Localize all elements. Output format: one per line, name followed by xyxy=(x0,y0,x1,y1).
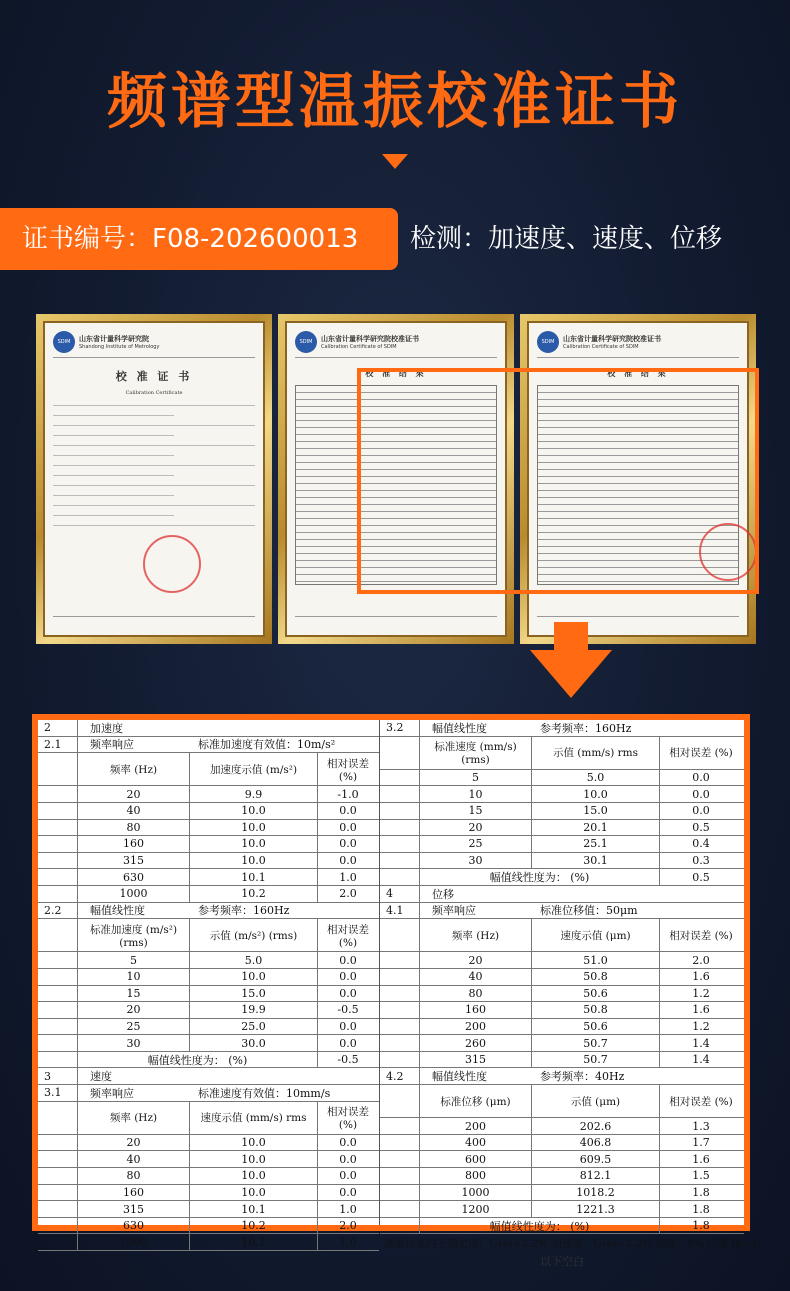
page-title: 频谱型温振校准证书 xyxy=(107,67,683,137)
table-cell: 630 xyxy=(78,1218,190,1234)
page-header-cn: 山东省计量科学研究院校准证书 xyxy=(563,334,661,343)
table-cell: 10.0 xyxy=(190,836,318,852)
results-data-row xyxy=(38,952,379,969)
reference-value: 参考频率：160Hz xyxy=(540,721,632,735)
column-header: 速度示值 (μm) xyxy=(532,919,660,951)
section-number xyxy=(38,1002,78,1018)
table-cell: 0.3 xyxy=(692,854,710,868)
linearity-value: 1.8 xyxy=(692,1219,710,1233)
section-number xyxy=(38,1102,78,1134)
results-section-row xyxy=(38,737,379,754)
results-data-row xyxy=(38,1218,379,1235)
section-label: 加速度 xyxy=(90,721,123,735)
column-header: 示值 (μm) xyxy=(532,1085,660,1117)
section-number: 2.2 xyxy=(38,903,78,919)
table-cell: 1.7 xyxy=(692,1136,710,1150)
detection-items: 检测：加速度、速度、位移 xyxy=(410,224,723,254)
reference-value: 参考频率：40Hz xyxy=(540,1070,625,1084)
table-cell: 0.0 xyxy=(339,1036,357,1050)
table-cell: 19.9 xyxy=(190,1002,318,1018)
table-cell: 0.0 xyxy=(339,1185,357,1199)
section-number xyxy=(380,786,420,802)
table-cell: 30 xyxy=(78,1035,190,1051)
table-cell: 50.6 xyxy=(532,1019,660,1035)
column-header: 示值 (mm/s) rms xyxy=(532,737,660,769)
column-header: 速度示值 (mm/s) rms xyxy=(190,1102,318,1134)
table-cell: 2.0 xyxy=(339,887,357,901)
section-label: 幅值线性度 xyxy=(432,1070,487,1084)
section-number xyxy=(38,1052,78,1068)
table-cell: 0.0 xyxy=(339,837,357,851)
section-number xyxy=(380,1085,420,1117)
reference-value: 标准加速度有效值：10m/s² xyxy=(198,738,336,752)
table-cell: 80 xyxy=(420,986,532,1002)
table-cell: 25 xyxy=(420,836,532,852)
table-cell: 51.0 xyxy=(532,952,660,968)
results-right-column xyxy=(380,720,762,1269)
section-number xyxy=(380,737,420,769)
results-data-row xyxy=(38,986,379,1003)
table-cell: 1200 xyxy=(420,1201,532,1217)
table-cell: 25.0 xyxy=(190,1019,318,1035)
table-cell: 2.0 xyxy=(339,1219,357,1233)
table-cell: 10.0 xyxy=(190,1135,318,1151)
results-data-row xyxy=(380,1185,744,1202)
table-cell: 315 xyxy=(78,853,190,869)
section-number xyxy=(38,1185,78,1201)
table-cell: 5.0 xyxy=(190,952,318,968)
highlight-box xyxy=(357,368,759,594)
section-number xyxy=(38,853,78,869)
table-cell: 10.0 xyxy=(190,1185,318,1201)
results-data-row xyxy=(380,986,744,1003)
table-cell: 0.0 xyxy=(339,1169,357,1183)
table-cell: 1.6 xyxy=(692,1152,710,1166)
table-cell: 30.1 xyxy=(532,853,660,869)
table-cell: 1000 xyxy=(420,1185,532,1201)
table-cell: 1000 xyxy=(78,886,190,902)
table-cell: 160 xyxy=(78,1185,190,1201)
table-cell: 160 xyxy=(420,1002,532,1018)
section-number xyxy=(380,803,420,819)
table-cell: 1.3 xyxy=(692,1119,710,1133)
section-label: 频率响应 xyxy=(432,904,476,918)
results-data-row xyxy=(380,770,744,787)
results-left-column xyxy=(38,720,380,1249)
table-cell: 80 xyxy=(78,1168,190,1184)
column-header: 标准位移 (μm) xyxy=(420,1085,532,1117)
section-label: 幅值线性度 xyxy=(432,721,487,735)
linearity-value: 0.5 xyxy=(692,870,710,884)
table-cell: 10.0 xyxy=(190,803,318,819)
results-data-row xyxy=(38,869,379,886)
results-header-row xyxy=(38,919,379,952)
column-header: 相对误差 (%) xyxy=(669,1095,733,1108)
title-caret-icon xyxy=(382,154,408,169)
results-header-row xyxy=(38,1102,379,1135)
table-cell: 0.0 xyxy=(339,1019,357,1033)
table-cell: 0.0 xyxy=(692,787,710,801)
table-cell: 630 xyxy=(78,869,190,885)
results-data-row xyxy=(38,1168,379,1185)
results-section-row xyxy=(380,1068,744,1085)
section-number xyxy=(380,770,420,786)
results-data-row xyxy=(38,1185,379,1202)
table-cell: 20 xyxy=(420,820,532,836)
section-number: 4.1 xyxy=(380,903,420,919)
results-data-row xyxy=(38,1019,379,1036)
page-header-en: Calibration Certificate of SDIM xyxy=(321,344,397,350)
column-header: 相对误差 (%) xyxy=(327,923,369,949)
table-cell: -0.5 xyxy=(337,1003,359,1017)
section-number xyxy=(38,836,78,852)
results-data-row xyxy=(380,786,744,803)
results-data-row xyxy=(38,1135,379,1152)
table-cell: 50.8 xyxy=(532,969,660,985)
table-cell: 10 xyxy=(420,786,532,802)
section-number xyxy=(380,853,420,869)
section-number xyxy=(38,919,78,951)
table-cell: 406.8 xyxy=(532,1135,660,1151)
table-cell: 1.8 xyxy=(692,1185,710,1199)
table-cell: 10.0 xyxy=(190,1151,318,1167)
sdim-logo-icon: SDIM xyxy=(537,331,559,353)
table-cell: 10 xyxy=(78,969,190,985)
results-data-row xyxy=(380,1168,744,1185)
results-section-row xyxy=(38,903,379,920)
table-cell: 0.0 xyxy=(339,970,357,984)
table-cell: 10.0 xyxy=(190,1168,318,1184)
table-cell: 50.6 xyxy=(532,986,660,1002)
linearity-summary: 幅值线性度为： (%) xyxy=(420,869,660,885)
section-number xyxy=(380,1168,420,1184)
table-cell: 1018.2 xyxy=(532,1185,660,1201)
results-section-row xyxy=(38,1068,379,1085)
table-cell: 400 xyxy=(420,1135,532,1151)
red-seal-icon xyxy=(143,535,201,593)
results-header-row xyxy=(380,737,744,770)
results-data-row xyxy=(38,1002,379,1019)
table-cell: 1.4 xyxy=(692,1036,710,1050)
section-number: 2.1 xyxy=(38,737,78,753)
results-data-row xyxy=(380,1035,744,1052)
table-cell: 0.0 xyxy=(692,771,710,785)
table-cell: 0.0 xyxy=(339,986,357,1000)
section-number xyxy=(380,820,420,836)
section-number xyxy=(38,869,78,885)
column-header: 示值 (m/s²) (rms) xyxy=(190,919,318,951)
certificate-cover-thumbnail xyxy=(36,314,272,644)
results-data-row xyxy=(38,786,379,803)
table-cell: 20.1 xyxy=(532,820,660,836)
section-number: 3 xyxy=(38,1068,78,1084)
results-data-row xyxy=(380,1019,744,1036)
section-number xyxy=(380,1218,420,1234)
table-cell: 1.2 xyxy=(692,986,710,1000)
table-cell: 40 xyxy=(78,1151,190,1167)
results-data-row xyxy=(380,1135,744,1152)
results-title: 校 准 结 果 xyxy=(365,368,427,378)
zoomed-results-table xyxy=(32,714,762,1269)
cover-subtitle: Calibration Certificate xyxy=(125,390,183,396)
table-cell: 1.5 xyxy=(692,1169,710,1183)
section-number xyxy=(380,952,420,968)
section-number xyxy=(38,1135,78,1151)
table-cell: 1.8 xyxy=(692,1202,710,1216)
column-header: 相对误差 (%) xyxy=(669,747,733,760)
results-data-row xyxy=(38,1035,379,1052)
table-cell: 600 xyxy=(420,1151,532,1167)
table-cell: 10.0 xyxy=(190,853,318,869)
table-cell: 2.0 xyxy=(692,953,710,967)
section-number xyxy=(38,1218,78,1234)
column-header: 相对误差 (%) xyxy=(669,929,733,942)
table-cell: 15 xyxy=(78,986,190,1002)
table-cell: 10.0 xyxy=(532,786,660,802)
results-section-row xyxy=(380,1218,744,1235)
section-number xyxy=(38,1201,78,1217)
table-cell: 0.5 xyxy=(692,820,710,834)
table-cell: 0.0 xyxy=(339,953,357,967)
table-cell: 15.0 xyxy=(532,803,660,819)
table-cell: 10.1 xyxy=(190,1234,318,1250)
results-data-row xyxy=(38,886,379,903)
cover-title: 校 准 证 书 xyxy=(115,370,193,383)
table-cell: 1.6 xyxy=(692,970,710,984)
section-label: 速度 xyxy=(90,1070,112,1084)
section-number xyxy=(380,1201,420,1217)
results-data-row xyxy=(380,1201,744,1218)
column-header: 相对误差 (%) xyxy=(327,1106,369,1132)
results-data-row xyxy=(380,1052,744,1069)
page-footer xyxy=(295,616,497,625)
results-data-row xyxy=(380,1002,744,1019)
table-cell: 10.2 xyxy=(190,1218,318,1234)
section-number xyxy=(38,753,78,785)
results-header-row xyxy=(380,1085,744,1118)
linearity-summary: 幅值线性度为： (%) xyxy=(78,1052,318,1068)
section-number xyxy=(380,986,420,1002)
org-name-en: Shandong Institute of Metrology xyxy=(79,344,160,350)
section-number xyxy=(380,1151,420,1167)
down-arrow-head-icon xyxy=(530,650,612,698)
results-data-row xyxy=(38,803,379,820)
table-cell: 20 xyxy=(420,952,532,968)
table-cell: 30.0 xyxy=(190,1035,318,1051)
section-number: 2 xyxy=(38,720,78,736)
table-cell: 260 xyxy=(420,1035,532,1051)
down-arrow-icon xyxy=(554,622,588,650)
results-data-row xyxy=(38,820,379,837)
table-cell: 0.0 xyxy=(339,820,357,834)
table-cell: 0.0 xyxy=(339,1152,357,1166)
results-data-row xyxy=(38,1234,379,1251)
table-cell: 9.9 xyxy=(190,786,318,802)
section-number xyxy=(38,1168,78,1184)
table-cell: 1.0 xyxy=(339,1202,357,1216)
section-label: 频率响应 xyxy=(90,738,134,752)
linearity-summary: 幅值线性度为： (%) xyxy=(420,1218,660,1234)
table-cell: 1.4 xyxy=(692,1053,710,1067)
section-label: 频率响应 xyxy=(90,1086,134,1100)
results-title: 校 准 结 果 xyxy=(607,368,669,378)
section-number xyxy=(380,1002,420,1018)
page-header-en: Calibration Certificate of SDIM xyxy=(563,344,639,350)
results-section-row xyxy=(38,720,379,737)
section-number xyxy=(38,1019,78,1035)
column-header: 标准加速度 (m/s²) (rms) xyxy=(78,919,190,951)
table-cell: 1000 xyxy=(78,1234,190,1250)
table-cell: 40 xyxy=(78,803,190,819)
uncertainty-note: 测量结果的不确定度：Urel=2.2% 加速度：Urel=2.2% 速度：5% 位移 (k=2) xyxy=(384,1238,762,1251)
results-data-row xyxy=(38,1201,379,1218)
results-section-row xyxy=(38,1052,379,1069)
end-note: 以下空白 xyxy=(540,1255,584,1269)
table-cell: 0.0 xyxy=(339,1136,357,1150)
table-cell: 315 xyxy=(420,1052,532,1068)
results-data-row xyxy=(380,952,744,969)
reference-value: 标准位移值：50μm xyxy=(540,904,638,918)
column-header: 标准速度 (mm/s) (rms) xyxy=(420,737,532,769)
table-cell: 0.4 xyxy=(692,837,710,851)
table-cell: 202.6 xyxy=(532,1118,660,1134)
results-data-row xyxy=(380,836,744,853)
table-cell: 200 xyxy=(420,1019,532,1035)
table-cell: 5 xyxy=(420,770,532,786)
section-number xyxy=(380,969,420,985)
section-number xyxy=(380,1019,420,1035)
table-cell: 10.1 xyxy=(190,1201,318,1217)
section-number xyxy=(380,1185,420,1201)
sdim-logo-icon: SDIM xyxy=(53,331,75,353)
section-number xyxy=(38,1151,78,1167)
table-cell: 1.2 xyxy=(692,1019,710,1033)
section-number xyxy=(38,969,78,985)
table-cell: 0.0 xyxy=(692,804,710,818)
results-data-row xyxy=(38,1151,379,1168)
section-label: 幅值线性度 xyxy=(90,904,145,918)
table-cell: 160 xyxy=(78,836,190,852)
results-section-row xyxy=(380,903,744,920)
table-cell: 25.1 xyxy=(532,836,660,852)
table-cell: 1.0 xyxy=(339,1235,357,1249)
column-header: 频率 (Hz) xyxy=(78,1102,190,1134)
column-header: 频率 (Hz) xyxy=(78,753,190,785)
section-number xyxy=(38,1234,78,1250)
table-cell: 10.1 xyxy=(190,869,318,885)
section-number xyxy=(38,952,78,968)
table-cell: 1221.3 xyxy=(532,1201,660,1217)
results-data-row xyxy=(380,803,744,820)
section-number: 3.1 xyxy=(38,1085,78,1101)
section-number xyxy=(380,919,420,951)
results-data-row xyxy=(380,1118,744,1135)
section-number: 3.2 xyxy=(380,720,420,736)
section-number xyxy=(380,1118,420,1134)
section-number: 4 xyxy=(380,886,420,902)
section-label: 位移 xyxy=(432,887,454,901)
section-number xyxy=(38,786,78,802)
table-cell: 80 xyxy=(78,820,190,836)
results-data-row xyxy=(380,969,744,986)
section-number xyxy=(38,886,78,902)
table-cell: 30 xyxy=(420,853,532,869)
results-section-row xyxy=(380,886,744,903)
section-number xyxy=(380,1135,420,1151)
section-number xyxy=(380,836,420,852)
certificate-number-badge: 证书编号：F08-202600013 xyxy=(0,208,398,270)
table-cell: 20 xyxy=(78,1135,190,1151)
table-cell: 200 xyxy=(420,1118,532,1134)
table-cell: 25 xyxy=(78,1019,190,1035)
results-data-row xyxy=(380,1151,744,1168)
page-header-cn: 山东省计量科学研究院校准证书 xyxy=(321,334,419,343)
table-cell: 0.0 xyxy=(339,854,357,868)
table-cell: 800 xyxy=(420,1168,532,1184)
table-cell: 50.7 xyxy=(532,1052,660,1068)
table-cell: 15 xyxy=(420,803,532,819)
table-cell: 1.0 xyxy=(339,870,357,884)
table-cell: 812.1 xyxy=(532,1168,660,1184)
column-header: 加速度示值 (m/s²) xyxy=(190,753,318,785)
table-cell: 315 xyxy=(78,1201,190,1217)
org-name-cn: 山东省计量科学研究院 xyxy=(79,334,149,343)
section-number xyxy=(380,1052,420,1068)
section-number xyxy=(38,803,78,819)
table-cell: 0.0 xyxy=(339,804,357,818)
column-header: 频率 (Hz) xyxy=(420,919,532,951)
cover-footer xyxy=(53,616,255,625)
column-header: 相对误差 (%) xyxy=(327,757,369,783)
table-cell: 40 xyxy=(420,969,532,985)
table-cell: 20 xyxy=(78,1002,190,1018)
table-cell: 10.0 xyxy=(190,820,318,836)
reference-value: 参考频率：160Hz xyxy=(198,904,290,918)
table-cell: 50.8 xyxy=(532,1002,660,1018)
table-cell: 609.5 xyxy=(532,1151,660,1167)
results-section-row xyxy=(38,1085,379,1102)
section-number xyxy=(38,986,78,1002)
results-section-row xyxy=(380,720,744,737)
results-section-row xyxy=(380,869,744,886)
section-number: 4.2 xyxy=(380,1068,420,1084)
results-data-row xyxy=(380,820,744,837)
sdim-logo-icon: SDIM xyxy=(295,331,317,353)
section-number xyxy=(380,869,420,885)
table-cell: 1.6 xyxy=(692,1003,710,1017)
table-cell: 20 xyxy=(78,786,190,802)
section-number xyxy=(380,1035,420,1051)
results-data-row xyxy=(38,853,379,870)
table-cell: 5.0 xyxy=(532,770,660,786)
results-header-row xyxy=(380,919,744,952)
results-data-row xyxy=(38,836,379,853)
results-data-row xyxy=(380,853,744,870)
table-cell: 50.7 xyxy=(532,1035,660,1051)
results-header-row xyxy=(38,753,379,786)
table-cell: 10.2 xyxy=(190,886,318,902)
reference-value: 标准速度有效值：10mm/s xyxy=(198,1086,331,1100)
results-data-row xyxy=(38,969,379,986)
table-cell: 5 xyxy=(78,952,190,968)
table-cell: -1.0 xyxy=(337,787,359,801)
section-number xyxy=(38,820,78,836)
linearity-value: -0.5 xyxy=(337,1053,359,1067)
table-cell: 10.0 xyxy=(190,969,318,985)
table-cell: 15.0 xyxy=(190,986,318,1002)
section-number xyxy=(38,1035,78,1051)
